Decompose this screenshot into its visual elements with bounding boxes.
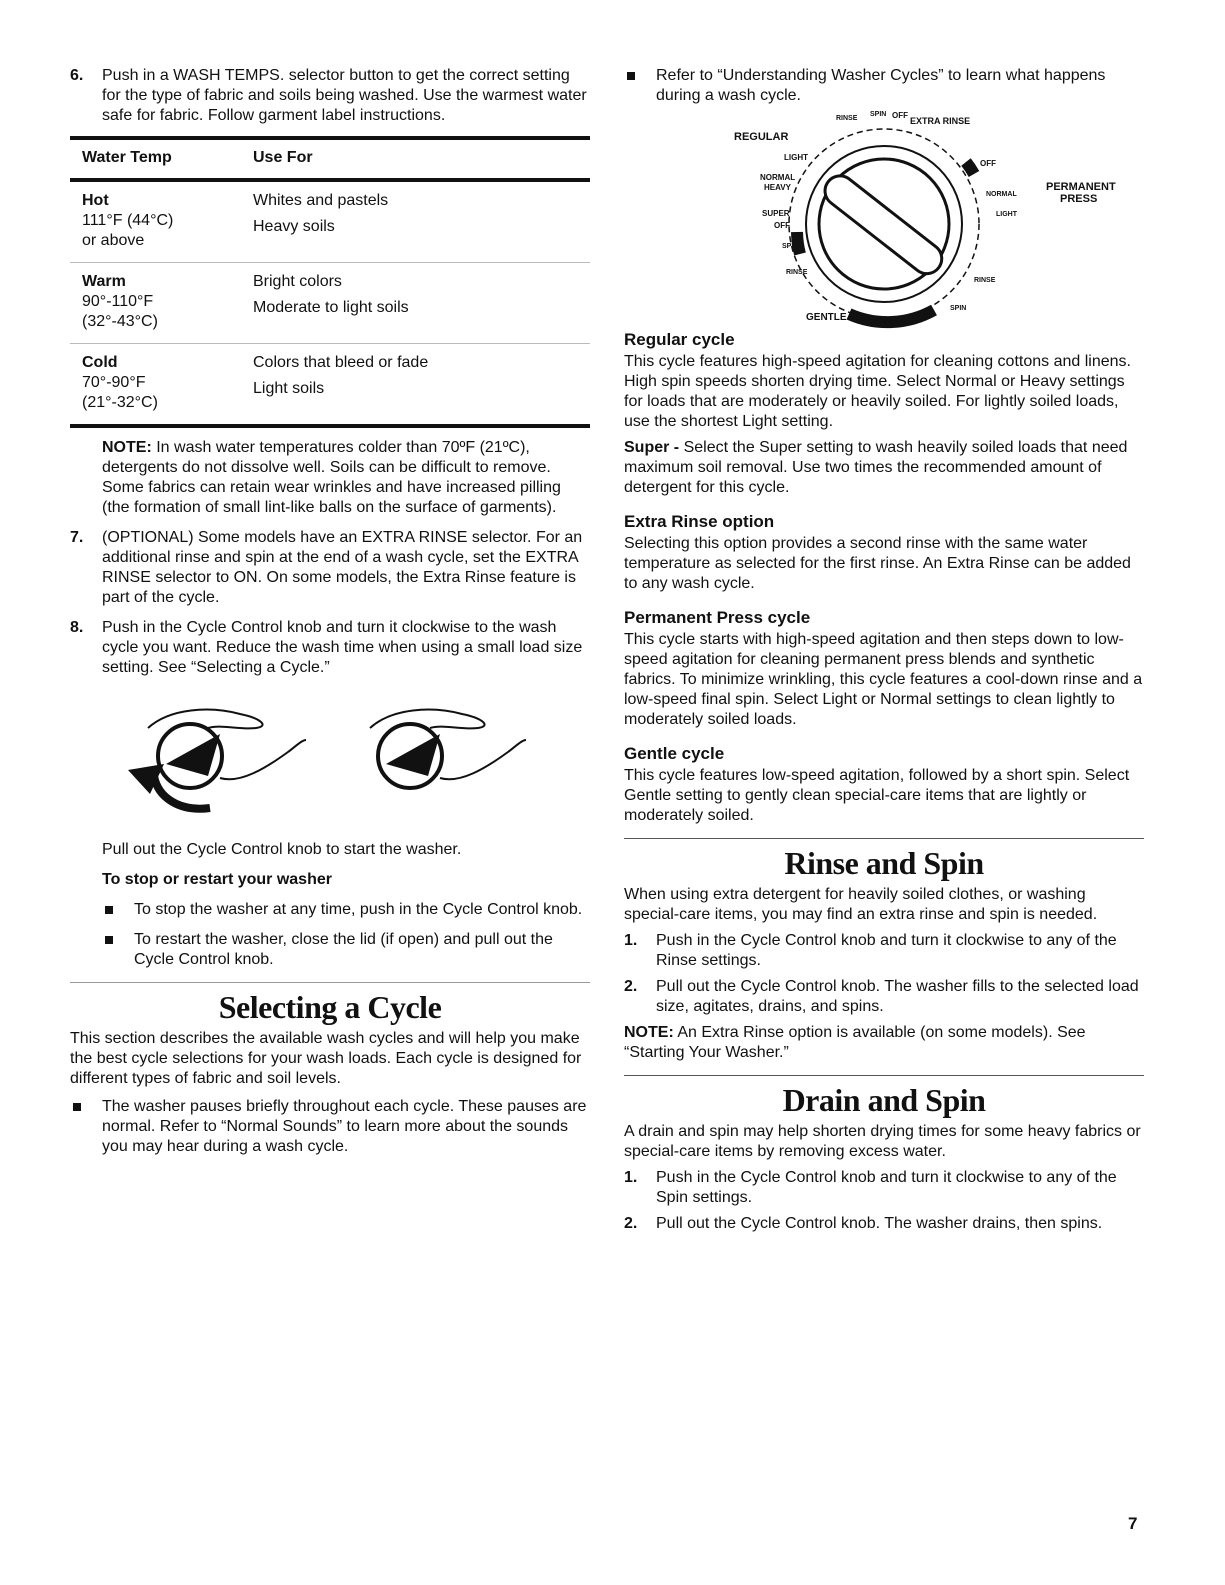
dial-label: RINSE [974, 277, 996, 284]
use-for: Bright colors [253, 273, 342, 290]
section-divider [624, 838, 1144, 839]
temp-range: 111°F (44°C) [82, 212, 174, 229]
right-column [624, 66, 1144, 1244]
temp-range: 70°-90°F [82, 374, 146, 391]
list-item: To restart the washer, close the lid (if open) and pull out the Cycle Control knob. [102, 930, 590, 970]
list-item: Refer to “Understanding Washer Cycles” to learn what happens during a wash cycle. [624, 66, 1144, 106]
knob-push-turn-icon [70, 688, 590, 828]
temp-range: (32°-43°C) [82, 313, 158, 330]
extra-rinse-text: Selecting this option provides a second rinse with the same water temperature as selected for the first rinse. An Extra Rinse can be added to any wash cycle. [624, 535, 1131, 592]
use-for: Heavy soils [253, 218, 335, 235]
note-text: In wash water temperatures colder than 70ºF (21ºC), detergents do not dissolve well. Soils can be difficult to remove. Some fabrics can retain wear wrinkles and have increased pilling (the formation of small lint-like balls on the surface of garments). [102, 439, 561, 516]
dial-label: SPIN [870, 111, 887, 118]
dial-label: GENTLE [806, 312, 847, 323]
dial-label: OFF [884, 317, 900, 326]
rinse-spin-text: When using extra detergent for heavily soiled clothes, or washing special-care items, you may find an extra rinse and spin is needed. [624, 886, 1098, 923]
rinse-note: NOTE: An Extra Rinse option is available (on some models). See “Starting Your Washer.” [624, 1024, 1086, 1061]
regular-cycle-text: This cycle features high-speed agitation for cleaning cottons and linens. High spin speeds shorten drying time. Select Normal or Heavy settings for loads that are moderately or heavily soiled. For lightly soiled loads, use the shortest Light setting. [624, 353, 1131, 430]
drain-spin-text: A drain and spin may help shorten drying times for some heavy fabrics or special-care items by removing excess water. [624, 1123, 1141, 1160]
drain-spin-title: Drain and Spin [782, 1082, 986, 1118]
cycle-dial-diagram [674, 111, 1116, 326]
knob-illustration [70, 688, 590, 828]
permanent-press-heading: Permanent Press cycle [624, 608, 811, 627]
temp-range: 90°-110°F [82, 293, 154, 310]
section-divider [70, 982, 590, 983]
selecting-cycle-text: This section describes the available wash cycles and will help you make the best cycle selections for your wash loads. Each cycle is designed for different types of fabric and soil levels. [70, 1030, 582, 1087]
dial-label: SPIN [782, 243, 799, 250]
dial-label: EXTRA RINSE [910, 116, 971, 126]
header-water-temp: Water Temp [70, 138, 241, 180]
dial-label: PRESS [1060, 193, 1098, 205]
stop-restart-heading: To stop or restart your washer [102, 871, 332, 888]
use-for: Moderate to light soils [253, 299, 409, 316]
water-temp-table [70, 136, 590, 428]
list-item: The washer pauses briefly throughout each cycle. These pauses are normal. Refer to “Normal Sounds” to learn more about the sounds you may hear during a wash cycle. [70, 1097, 590, 1157]
step-6: 6. Push in a WASH TEMPS. selector button to get the correct setting for the type of fabric and soils being washed. Use the warmest water safe for fabric. Follow garment label instructions. [70, 66, 590, 126]
list-item: To stop the washer at any time, push in the Cycle Control knob. [102, 900, 590, 920]
dial-label: PERMANENT [1046, 181, 1116, 193]
use-for: Colors that bleed or fade [253, 354, 429, 371]
temp-name: Hot [82, 192, 109, 209]
table-row [70, 180, 590, 263]
dial-label: SUPER [762, 209, 790, 218]
section-divider [624, 1075, 1144, 1076]
step-7-text: (OPTIONAL) Some models have an EXTRA RINSE selector. For an additional rinse and spin at the end of a wash cycle, set the EXTRA RINSE selector to ON. On some models, the Extra Rinse feature is part of the cycle. [102, 529, 583, 606]
temp-name: Cold [82, 354, 118, 371]
dial-label: LIGHT [784, 153, 808, 162]
temp-range: or above [82, 232, 145, 249]
list-item: 1. Push in the Cycle Control knob and turn it clockwise to any of the Spin settings. [624, 1169, 1117, 1206]
dial-label: LIGHT [996, 211, 1017, 218]
step-8: 8. Push in the Cycle Control knob and turn it clockwise to the wash cycle you want. Reduce the wash time when using a small load size setting. See “Selecting a Cycle.” [70, 618, 590, 678]
selecting-cycle-title: Selecting a Cycle [218, 989, 442, 1025]
cycle-dial-icon [789, 129, 979, 322]
dial-label: NORMAL [760, 173, 796, 182]
gentle-cycle-heading: Gentle cycle [624, 744, 725, 763]
dial-label: HEAVY [764, 183, 791, 192]
dial-label: REGULAR [734, 131, 789, 143]
list-item: 2. Pull out the Cycle Control knob. The washer fills to the selected load size, agitates, drains, and spins. [624, 978, 1139, 1015]
super-setting-text: Super - Select the Super setting to wash heavily soiled loads that need maximum soil removal. Use two times the recommended amount of detergent for this cycle. [624, 439, 1128, 496]
use-for: Whites and pastels [253, 192, 389, 209]
temp-range: (21°-32°C) [82, 394, 158, 411]
page-number: 7 [1128, 1514, 1138, 1533]
header-use-for: Use For [241, 138, 590, 180]
step-6-text: Push in a WASH TEMPS. selector button to get the correct setting for the type of fabric and soils being washed. Use the warmest water safe for fabric. Follow garment label instructions. [102, 67, 587, 124]
permanent-press-text: This cycle starts with high-speed agitation and then steps down to low-speed agitation for cleaning permanent press blends and synthetic fabrics. To minimize wrinkling, this cycle features a cool-down rinse and a low-speed final spin. Select Light or Normal settings to clean lightly to moderately soiled loads. [624, 631, 1143, 728]
rinse-spin-title: Rinse and Spin [784, 845, 984, 881]
dial-label: OFF [892, 111, 908, 120]
dial-label: OFF [980, 159, 996, 168]
regular-cycle-heading: Regular cycle [624, 330, 735, 349]
gentle-cycle-text: This cycle features low-speed agitation, followed by a short spin. Select Gentle setting to gently clean special-care items that are lightly or moderately soiled. [624, 767, 1130, 824]
step-7: 7. (OPTIONAL) Some models have an EXTRA RINSE selector. For an additional rinse and spin at the end of a wash cycle, set the EXTRA RINSE selector to ON. On some models, the Extra Rinse feature is part of the cycle. [70, 528, 590, 608]
stop-restart-list [70, 900, 590, 970]
dial-label: SPIN [950, 305, 967, 312]
left-column [70, 66, 590, 1165]
use-for: Light soils [253, 380, 325, 397]
dial-label: RINSE [786, 269, 808, 276]
table-row [70, 263, 590, 344]
pull-out-text: Pull out the Cycle Control knob to start the washer. [102, 841, 462, 858]
dial-label: RINSE [836, 115, 858, 122]
table-row [70, 344, 590, 427]
list-item: 2. Pull out the Cycle Control knob. The washer drains, then spins. [624, 1215, 1103, 1232]
step-8-text: Push in the Cycle Control knob and turn it clockwise to the wash cycle you want. Reduce the wash time when using a small load size setting. See “Selecting a Cycle.” [102, 619, 583, 676]
extra-rinse-heading: Extra Rinse option [624, 512, 775, 531]
dial-label: OFF [774, 221, 790, 230]
note-label: NOTE: [102, 439, 152, 456]
list-item: 1. Push in the Cycle Control knob and turn it clockwise to any of the Rinse settings. [624, 932, 1117, 969]
temp-note [70, 438, 590, 518]
temp-name: Warm [82, 273, 126, 290]
dial-label: NORMAL [986, 191, 1017, 198]
